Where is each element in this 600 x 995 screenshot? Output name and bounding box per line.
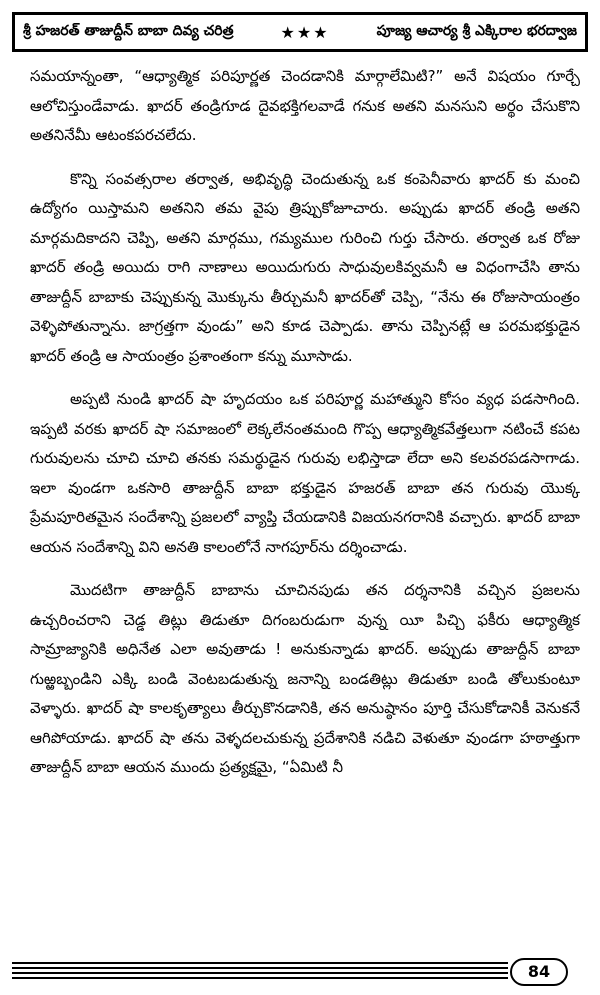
page-footer <box>12 958 588 988</box>
footer-rules <box>12 962 508 982</box>
star-separator: ★★★ <box>280 22 330 42</box>
paragraph: సమయాన్నంతా, “ఆధ్యాత్మిక పరిపూర్ణత చెందడానికి మార్గాలేమిటి?” అనే విషయం గూర్చే ఆలోచిస్తుండేవాడు. ఖాదర్ తండ్రిగూడ దైవభక్తిగలవాడే గనుక అతని మనసుని అర్థం చేసుకొని అతనినేమీ ఆటంకపరచలేదు. <box>30 67 580 144</box>
author-name: పూజ్య ఆచార్య శ్రీ ఎక్కిరాల భరద్వాజ <box>376 22 577 39</box>
page-body <box>30 62 580 797</box>
paragraph: కొన్ని సంవత్సరాల తర్వాత, అభివృద్ధి చెందుతున్న ఒక కంపెనీవారు ఖాదర్ కు మంచి ఉద్యోగం యిస్తామని అతనిని తమ వైపు త్రిప్పుకోజూచారు. అప్పుడు ఖాదర్ తండ్రి అతని మార్గమదికాదని చెప్పి, అతని మార్గము, గమ్యముల గురించి గుర్తు చేసారు. తర్వాత ఒక రోజు ఖాదర్ తండ్రి అయిదు రాగి నాణాలు అయిదుగురు సాధువులకివ్వమనీ ఆ విధంగాచేసి తాను తాజుద్దీన్ బాబాకు చెప్పుకున్న మొక్కును తీర్చుమనీ ఖాదర్‌తో చెప్పి, “నేను ఈ రోజుసాయంత్రం వెళ్ళిపోతున్నాను. జాగ్రత్తగా వుండు” అని కూడ చెప్పాడు. తాను చెప్పినట్లే ఆ పరమభక్తుడైన ఖాదర్ తండ్రి ఆ సాయంత్రం ప్రశాంతంగా కన్ను మూసాడు. <box>30 169 580 365</box>
running-header <box>12 12 588 52</box>
paragraph: అప్పటి నుండి ఖాదర్ షా హృదయం ఒక పరిపూర్ణ మహాత్ముని కోసం వ్యధ పడసాగింది. ఇప్పటి వరకు ఖాదర్ షా సమాజంలో లెక్కలేనంతమంది గొప్ప ఆధ్యాత్మికవేత్తలుగా నటించే కపట గురువులను చూచి చూచి తనకు సమర్థుడైన గురువు లభిస్తాడా లేదా అని కలవరపడసాగాడు. ఇలా వుండగా ఒకసారి తాజుద్దీన్ బాబా భక్తుడైన హజరత్ బాబా తన గురువు యొక్క ప్రేమపూరితమైన సందేశాన్ని ప్రజలలో వ్యాప్తి చేయడానికి విజయనగరానికి వచ్చారు. ఖాదర్ బాబా ఆయన సందేశాన్ని విని అనతి కాలంలోనే నాగపూర్‌ను దర్శించాడు. <box>30 390 580 556</box>
book-title: శ్రీ హజరత్ తాజుద్దీన్ బాబా దివ్య చరిత్ర <box>23 22 234 39</box>
paragraph: మొదటిగా తాజుద్దీన్ బాబాను చూచినపుడు తన దర్శనానికి వచ్చిన ప్రజలను ఉచ్చరించరాని చెడ్డ తిట్లు తిడుతూ దిగంబరుడుగా వున్న యీ పిచ్చి ఫకీరు ఆధ్యాత్మిక సామ్రాజ్యానికి అధినేత ఎలా అవుతాడు ! అనుకున్నాడు ఖాదర్. అప్పుడు తాజుద్దీన్ బాబా గుఱ్ఱబ్బండిని ఎక్కి బండి వెంటబడుతున్న జనాన్ని బండతిట్లు తిడుతూ బండి తోలుకుంటూ వెళ్ళారు. ఖాదర్ షా కాలకృత్యాలు తీర్చుకొనడానికి, తన అనుష్ఠానం పూర్తి చేసుకోడానికీ వెనుకనే ఆగిపోయాడు. ఖాదర్ షా తను వెళ్ళదలచుకున్న ప్రదేశానికి నడిచి వెళుతూ వుండగా హఠాత్తుగా తాజుద్దీన్ బాబా ఆయన ముందు ప్రత్యక్షమై, “ఏమిటి నీ <box>30 581 580 776</box>
page-number: 84 <box>510 958 568 986</box>
